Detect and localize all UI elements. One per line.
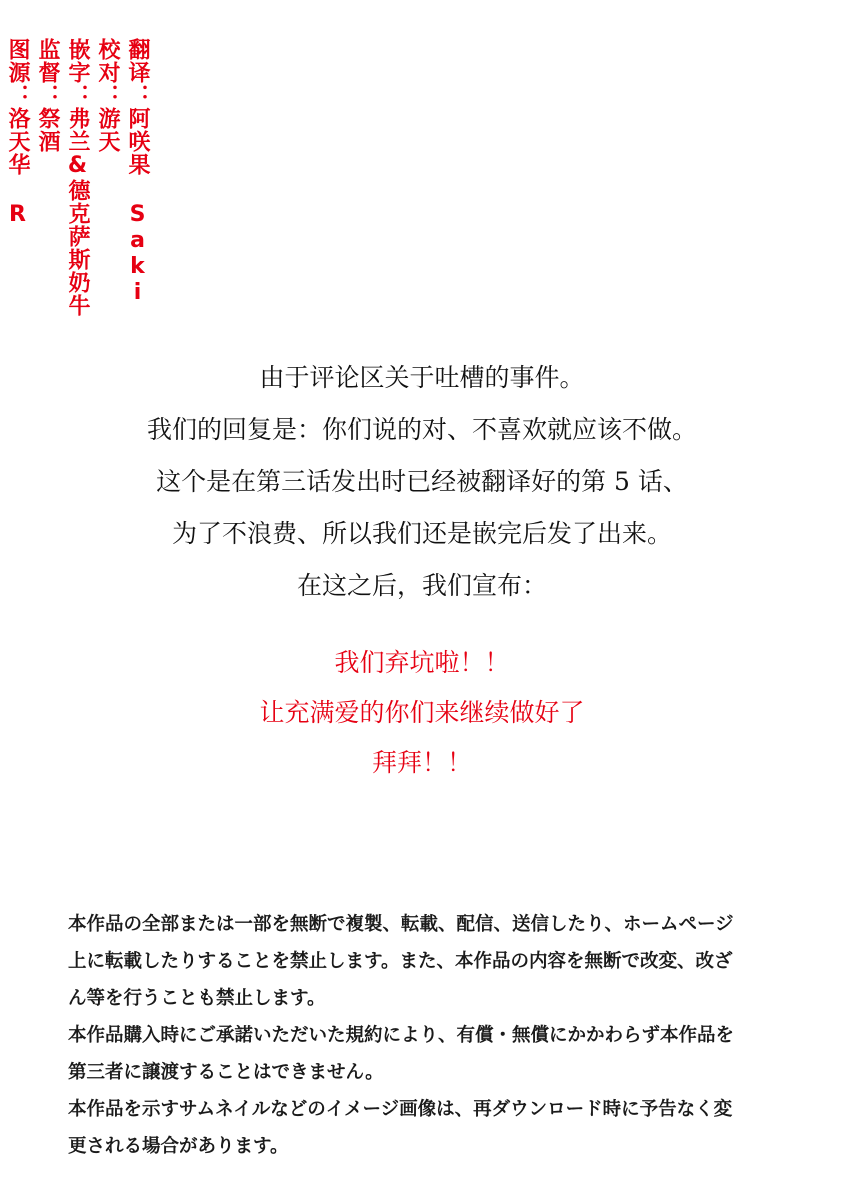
copyright-disclaimer xyxy=(68,906,788,1165)
announcement-line: 我们弃坑啦！！ xyxy=(334,648,510,677)
notice-line: 这个是在第三话发出时已经被翻译好的第 5 话、 xyxy=(156,467,688,496)
disclaimer-line: 本作品を示すサムネイルなどのイメージ画像は、再ダウンロード時に予告なく変 xyxy=(68,1099,733,1120)
disclaimer-line: 更される場合があります。 xyxy=(68,1136,289,1157)
notice-line: 为了不浪费、所以我们还是嵌完后发了出来。 xyxy=(171,519,672,548)
credit-proofreader: 校对：游天 xyxy=(95,38,120,153)
disclaimer-line: 第三者に譲渡することはできません。 xyxy=(68,1062,384,1083)
disclaimer-line: 本作品の全部または一部を無断で複製、転載、配信、送信したり、ホームページ xyxy=(68,914,734,935)
credit-supervisor: 监督：祭酒 xyxy=(35,38,60,153)
notice-line: 由于评论区关于吐槽的事件。 xyxy=(259,363,585,392)
translation-credits xyxy=(4,38,150,317)
credit-translator: 翻译：阿咲果 Saki xyxy=(125,38,150,306)
disclaimer-line: ん等を行うことも禁止します。 xyxy=(68,988,326,1009)
notice-line: 在这之后，我们宣布： xyxy=(296,571,547,600)
announcement-line: 让充满爱的你们来继续做好了 xyxy=(259,698,585,727)
notice-line: 我们的回复是：你们说的对、不喜欢就应该不做。 xyxy=(146,415,697,444)
credit-typesetter: 嵌字：弗兰&德克萨斯奶牛 xyxy=(65,38,90,317)
announcement-line: 拜拜！！ xyxy=(371,748,472,777)
credit-raw-source: 图源：洛天华 R xyxy=(5,38,30,228)
disclaimer-line: 上に転載したりすることを禁止します。また、本作品の内容を無断で改変、改ざ xyxy=(68,951,733,972)
drop-announcement xyxy=(0,638,844,788)
group-notice xyxy=(0,352,844,612)
disclaimer-line: 本作品購入時にご承諾いただいた規約により、有償・無償にかかわらず本作品を xyxy=(68,1025,735,1046)
